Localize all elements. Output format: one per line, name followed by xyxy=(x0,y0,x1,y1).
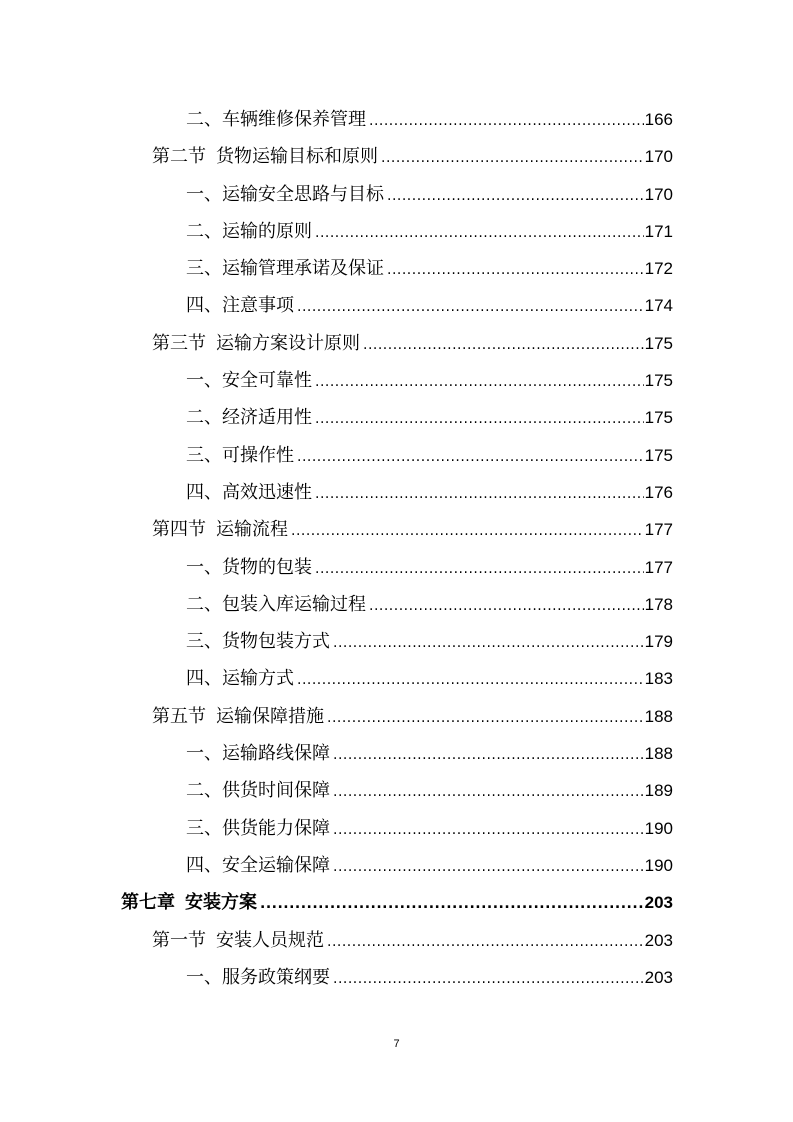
toc-dot-leader xyxy=(387,252,644,289)
toc-entry-title: 安全运输保障 xyxy=(222,854,330,876)
toc-dot-leader xyxy=(297,439,644,476)
toc-entry-page-number: 176 xyxy=(644,482,673,502)
toc-entry-number: 四、 xyxy=(186,481,222,503)
toc-entry[interactable] xyxy=(0,399,673,436)
toc-entry-title: 供货时间保障 xyxy=(222,780,330,802)
toc-entry-title: 运输流程 xyxy=(216,519,288,541)
toc-entry-title: 运输保障措施 xyxy=(216,705,324,727)
toc-entry-page-number: 171 xyxy=(644,221,673,241)
toc-entry-title: 经济适用性 xyxy=(222,407,312,429)
toc-entry[interactable] xyxy=(0,586,673,623)
toc-entry-number: 一、 xyxy=(186,370,222,392)
toc-entry-title: 服务政策纲要 xyxy=(222,966,330,988)
toc-entry-page-number: 170 xyxy=(644,184,673,204)
toc-entry-number: 四、 xyxy=(186,854,222,876)
toc-entry[interactable] xyxy=(0,847,673,884)
toc-entry[interactable] xyxy=(0,287,673,324)
toc-dot-leader xyxy=(297,289,644,326)
toc-entry-number: 第五节 xyxy=(152,705,206,727)
toc-entry[interactable] xyxy=(0,325,673,362)
toc-entry[interactable] xyxy=(0,437,673,474)
toc-entry-number: 二、 xyxy=(186,109,222,130)
toc-entry-page-number: 188 xyxy=(644,706,673,726)
toc-dot-leader xyxy=(333,812,644,849)
toc-entry-title: 货物运输目标和原则 xyxy=(216,146,378,168)
toc-entry-number: 二、 xyxy=(186,407,222,429)
toc-dot-leader xyxy=(369,103,644,140)
toc-entry-number: 一、 xyxy=(186,556,222,578)
toc-entry-page-number: 190 xyxy=(644,855,673,875)
toc-entry-number: 第二节 xyxy=(152,146,206,168)
toc-entry-page-number: 183 xyxy=(644,669,673,689)
toc-entry-page-number: 190 xyxy=(644,818,673,838)
toc-dot-leader xyxy=(387,178,644,215)
toc-entry-page-number: 189 xyxy=(644,781,673,801)
toc-entry-number: 二、 xyxy=(186,220,222,242)
toc-entry-title: 车辆维修保养管理 xyxy=(222,109,366,130)
toc-dot-leader xyxy=(315,476,644,513)
toc-entry-title: 货物的包装 xyxy=(222,556,312,578)
toc-entry-page-number: 172 xyxy=(644,259,673,279)
toc-dot-leader xyxy=(315,401,644,438)
toc-entry[interactable] xyxy=(0,250,673,287)
toc-entry[interactable] xyxy=(0,660,673,697)
toc-dot-leader xyxy=(297,662,644,699)
toc-dot-leader xyxy=(260,886,644,923)
toc-dot-leader xyxy=(381,140,644,177)
toc-dot-leader xyxy=(333,625,644,662)
toc-entry[interactable] xyxy=(0,698,673,735)
toc-entry-page-number: 166 xyxy=(644,110,673,129)
toc-entry-page-number: 203 xyxy=(644,967,673,987)
toc-entry-page-number: 203 xyxy=(644,930,673,950)
toc-entry[interactable] xyxy=(0,362,673,399)
toc-entry-number: 一、 xyxy=(186,966,222,988)
toc-entry-page-number: 175 xyxy=(644,333,673,353)
toc-entry-title: 货物包装方式 xyxy=(222,631,330,653)
toc-entry-title: 运输安全思路与目标 xyxy=(222,183,384,205)
toc-entry-number: 第三节 xyxy=(152,332,206,354)
page-number: 7 xyxy=(393,1038,400,1050)
toc-entry-title: 供货能力保障 xyxy=(222,817,330,839)
toc-entry[interactable] xyxy=(0,922,673,959)
toc-entry-title: 运输方案设计原则 xyxy=(216,332,360,354)
toc-entry-number: 三、 xyxy=(186,631,222,653)
toc-entry-title: 高效迅速性 xyxy=(222,481,312,503)
toc-entry[interactable] xyxy=(0,772,673,809)
toc-entry-number: 三、 xyxy=(186,817,222,839)
toc-entry-title: 注意事项 xyxy=(222,295,294,317)
toc-entry-title: 安全可靠性 xyxy=(222,370,312,392)
toc-entry-page-number: 177 xyxy=(644,520,673,540)
toc-dot-leader xyxy=(315,364,644,401)
toc-entry-number: 一、 xyxy=(186,183,222,205)
toc-entry-page-number: 174 xyxy=(644,296,673,316)
toc-entry-title: 运输的原则 xyxy=(222,220,312,242)
toc-dot-leader xyxy=(369,588,644,625)
toc-entry-number: 二、 xyxy=(186,593,222,615)
toc-dot-leader xyxy=(291,513,644,550)
toc-entry-page-number: 177 xyxy=(644,557,673,577)
toc-entry-title: 包装入库运输过程 xyxy=(222,593,366,615)
toc-dot-leader xyxy=(333,774,644,811)
toc-entry-number: 四、 xyxy=(186,295,222,317)
toc-entry-title: 运输方式 xyxy=(222,668,294,690)
toc-entry-title: 可操作性 xyxy=(222,444,294,466)
toc-entry[interactable] xyxy=(0,959,673,996)
toc-entry-page-number: 179 xyxy=(644,632,673,652)
toc-entry[interactable] xyxy=(0,176,673,213)
toc-entry-page-number: 188 xyxy=(644,744,673,764)
toc-entry[interactable] xyxy=(0,511,673,548)
toc-entry-title: 安装人员规范 xyxy=(216,929,324,951)
toc-dot-leader xyxy=(327,700,644,737)
toc-entry-number: 二、 xyxy=(186,780,222,802)
toc-entry-page-number: 203 xyxy=(644,893,673,913)
toc-entry-title: 安装方案 xyxy=(185,892,257,914)
toc-entry[interactable] xyxy=(0,138,673,175)
table-of-contents xyxy=(0,101,793,996)
toc-entry[interactable] xyxy=(0,101,673,138)
toc-dot-leader xyxy=(333,849,644,886)
toc-dot-leader xyxy=(315,215,644,252)
toc-entry-title: 运输管理承诺及保证 xyxy=(222,258,384,280)
toc-entry[interactable] xyxy=(0,884,673,921)
toc-dot-leader xyxy=(333,961,644,998)
toc-entry-number: 第七章 xyxy=(121,892,175,914)
toc-entry[interactable] xyxy=(0,623,673,660)
toc-entry-title: 运输路线保障 xyxy=(222,743,330,765)
toc-dot-leader xyxy=(333,737,644,774)
toc-entry[interactable] xyxy=(0,549,673,586)
toc-dot-leader xyxy=(315,551,644,588)
toc-entry-number: 第一节 xyxy=(152,929,206,951)
toc-entry-page-number: 175 xyxy=(644,408,673,428)
toc-entry-number: 三、 xyxy=(186,258,222,280)
toc-entry-page-number: 178 xyxy=(644,594,673,614)
toc-entry-number: 三、 xyxy=(186,444,222,466)
toc-entry-page-number: 170 xyxy=(644,147,673,167)
toc-dot-leader xyxy=(327,924,644,961)
toc-entry-number: 一、 xyxy=(186,743,222,765)
toc-entry[interactable] xyxy=(0,810,673,847)
toc-entry[interactable] xyxy=(0,735,673,772)
toc-entry-page-number: 175 xyxy=(644,445,673,465)
toc-entry-page-number: 175 xyxy=(644,371,673,391)
toc-entry-number: 四、 xyxy=(186,668,222,690)
toc-entry-number: 第四节 xyxy=(152,519,206,541)
toc-dot-leader xyxy=(363,327,644,364)
toc-entry[interactable] xyxy=(0,213,673,250)
toc-entry[interactable] xyxy=(0,474,673,511)
